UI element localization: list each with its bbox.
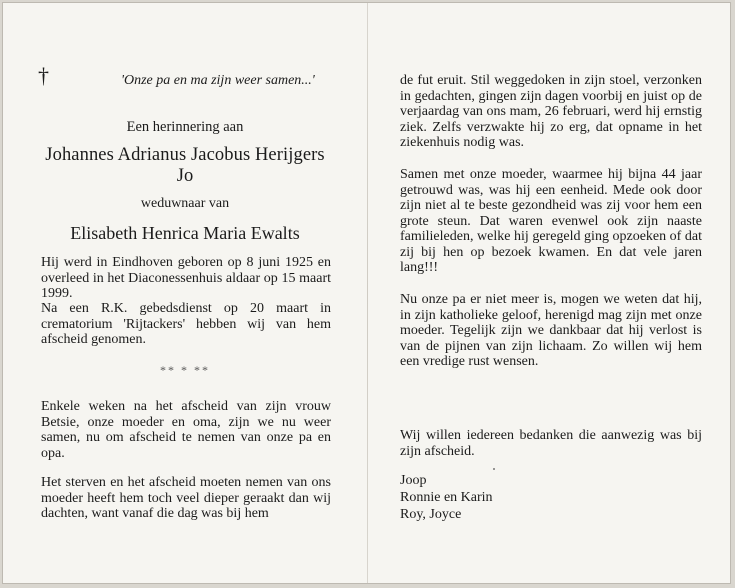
wife-name: Elisabeth Henrica Maria Ewalts	[70, 223, 300, 243]
deceased-nickname: Jo	[176, 166, 194, 186]
left-paragraph-1: Enkele weken na het afscheid van zijn vrouw Betsie, onze moeder en oma, zijn we nu weer samen, nu om afscheid te nemen van onze pa en opa.	[41, 399, 331, 461]
widower-label: weduwnaar van	[140, 196, 230, 211]
signature-line: Ronnie en Karin	[400, 490, 493, 505]
right-paragraph-2: Samen met onze moeder, waarmee hij bijna 44 jaar getrouwd was, was hij een eenheid. Mede ook door zijn niet al te beste gezondheid was zij voor hem een grote steun. Dat waren evenwel ook zijn naaste familieleden, welke hij geregeld ging opzoeken of dat zij bij hen op bezoek kwamen. En dat vele jaren lang!!!	[400, 167, 702, 275]
cross-icon: †	[38, 63, 49, 88]
motto: 'Onze pa en ma zijn weer samen...'	[121, 73, 315, 88]
card-fold	[367, 3, 368, 583]
signatures	[400, 472, 493, 523]
right-paragraph-3: Nu onze pa er niet meer is, mogen we weten dat hij, in zijn katholieke geloof, herenigd mag zijn met onze moeder. Tegelijk zijn we dankbaar dat hij verlost is van de pijnen van zijn lichaam. Zo willen wij hem een vredige rust wensen.	[400, 292, 702, 369]
paper-speck	[493, 468, 495, 470]
separator: ** * **	[160, 363, 210, 377]
birth-death-paragraph: Hij werd in Eindhoven geboren op 8 juni 1925 en overleed in het Diaconessenhuis aldaar op 15 maart 1999.	[41, 255, 331, 301]
service-paragraph: Na een R.K. gebedsdienst op 20 maart in crematorium 'Rijtackers' hebben wij van hem afscheid genomen.	[41, 301, 331, 347]
intro-text: Een herinnering aan	[126, 119, 244, 135]
signature-line: Roy, Joyce	[400, 507, 462, 522]
thanks-paragraph: Wij willen iedereen bedanken die aanwezig was bij zijn afscheid.	[400, 428, 702, 459]
memorial-card	[2, 2, 731, 584]
signature-line: Joop	[400, 473, 427, 488]
deceased-full-name: Johannes Adrianus Jacobus Herijgers	[45, 145, 325, 165]
left-paragraph-2: Het sterven en het afscheid moeten nemen van ons moeder heeft hem toch veel dieper geraakt dan wij dachten, want vanaf die dag was bij hem	[41, 475, 331, 521]
right-paragraph-1: de fut eruit. Stil weggedoken in zijn stoel, verzonken in gedachten, gingen zijn dagen voorbij en juist op de verjaardag van ons mam, 26 februari, werd hij ernstig ziek. Zelfs verzwakte hij zo erg, dat opname in het ziekenhuis nodig was.	[400, 73, 702, 150]
